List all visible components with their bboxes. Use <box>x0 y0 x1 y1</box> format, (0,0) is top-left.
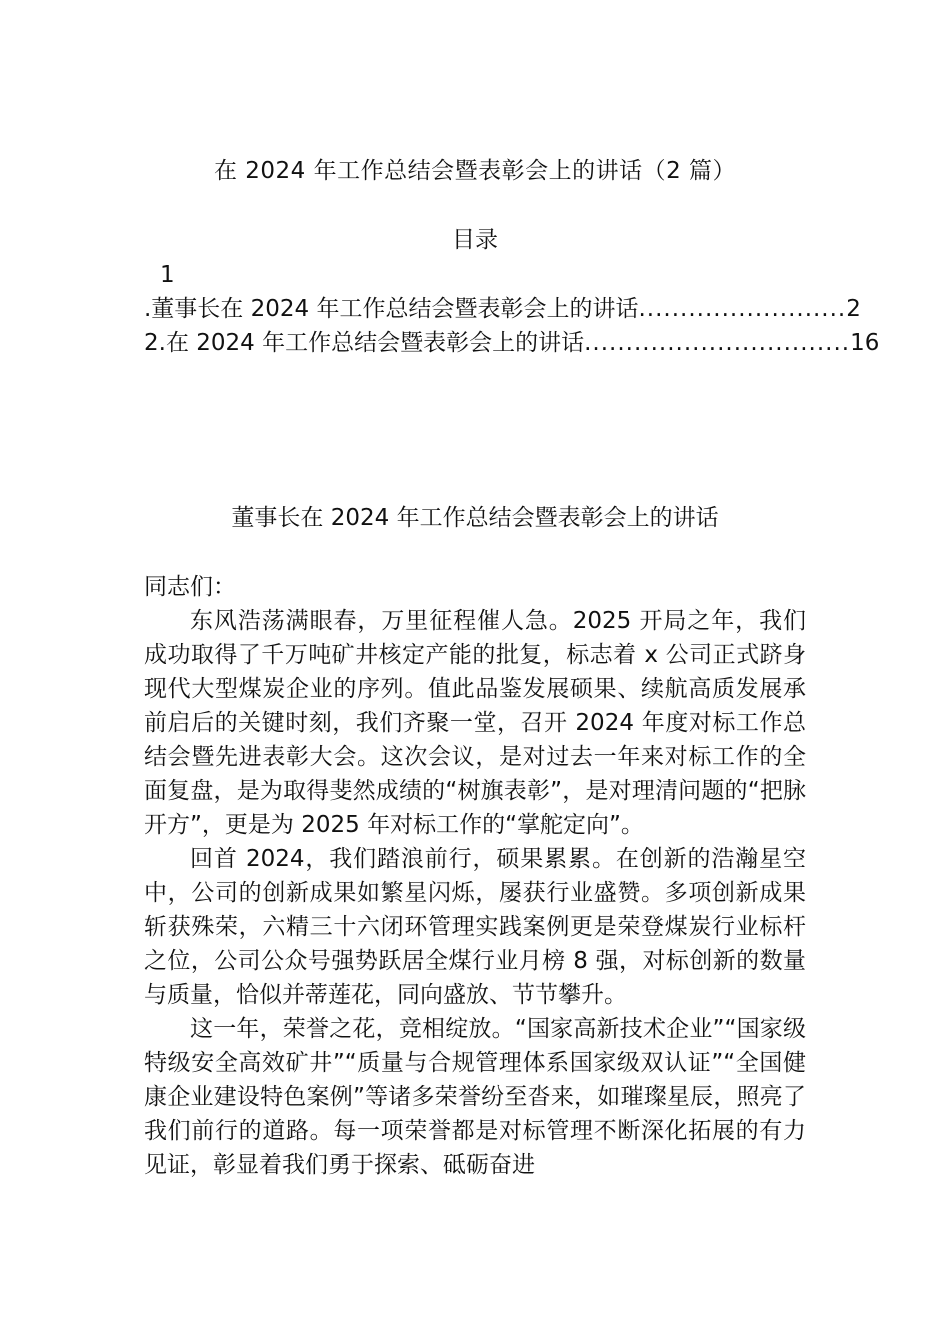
toc-leader-dots: ................................ <box>584 330 851 356</box>
toc-entry-number: 1 <box>160 262 175 288</box>
toc-entry-title: .董事长在 2024 年工作总结会暨表彰会上的讲话 <box>144 296 639 322</box>
speech-title: 董事长在 2024 年工作总结会暨表彰会上的讲话 <box>231 505 719 531</box>
speech-body <box>144 570 806 1182</box>
toc-entry[interactable] <box>144 326 880 360</box>
toc-entry-title: 2.在 2024 年工作总结会暨表彰会上的讲话 <box>144 330 585 356</box>
body-paragraph: 东风浩荡满眼春，万里征程催人急。2025 开局之年，我们成功取得了千万吨矿井核定产能的批复，标志着 x 公司正式跻身现代大型煤炭企业的序列。值此品鉴发展硕果、续航高质发展承前启后的关键时刻，我们齐聚一堂，召开 2024 年度对标工作总结会暨先进表彰大会。这次会议，是对过去一年来对标工作的全面复盘，是为取得斐然成绩的“树旗表彰”，是对理清问题的“把脉开方”，更是为 2025 年对标工作的“掌舵定向”。 <box>144 608 806 838</box>
table-of-contents <box>144 258 880 360</box>
toc-entry[interactable] <box>144 292 861 326</box>
toc-leader-dots: ......................... <box>638 296 847 322</box>
body-paragraph: 回首 2024，我们踏浪前行，硕果累累。在创新的浩瀚星空中，公司的创新成果如繁星闪烁，屡获行业盛赞。多项创新成果斩获殊荣，六精三十六闭环管理实践案例更是荣登煤炭行业标杆之位，公司公众号强势跃居全煤行业月榜 8 强，对标创新的数量与质量，恰似并蒂莲花，同向盛放、节节攀升。 <box>144 846 806 1008</box>
document-title: 在 2024 年工作总结会暨表彰会上的讲话（2 篇） <box>213 158 737 184</box>
salutation: 同志们： <box>144 574 236 600</box>
body-paragraph: 这一年，荣誉之花，竞相绽放。“国家高新技术企业”“国家级特级安全高效矿井”“质量与合规管理体系国家级双认证”“全国健康企业建设特色案例”等诸多荣誉纷至沓来，如璀璨星辰，照亮了我们前行的道路。每一项荣誉都是对标管理不断深化拓展的有力见证，彰显着我们勇于探索、砥砺奋进 <box>144 1016 806 1178</box>
toc-heading: 目录 <box>452 227 498 253</box>
toc-entry-page: 2 <box>846 296 861 322</box>
toc-entry-page: 16 <box>850 330 880 356</box>
